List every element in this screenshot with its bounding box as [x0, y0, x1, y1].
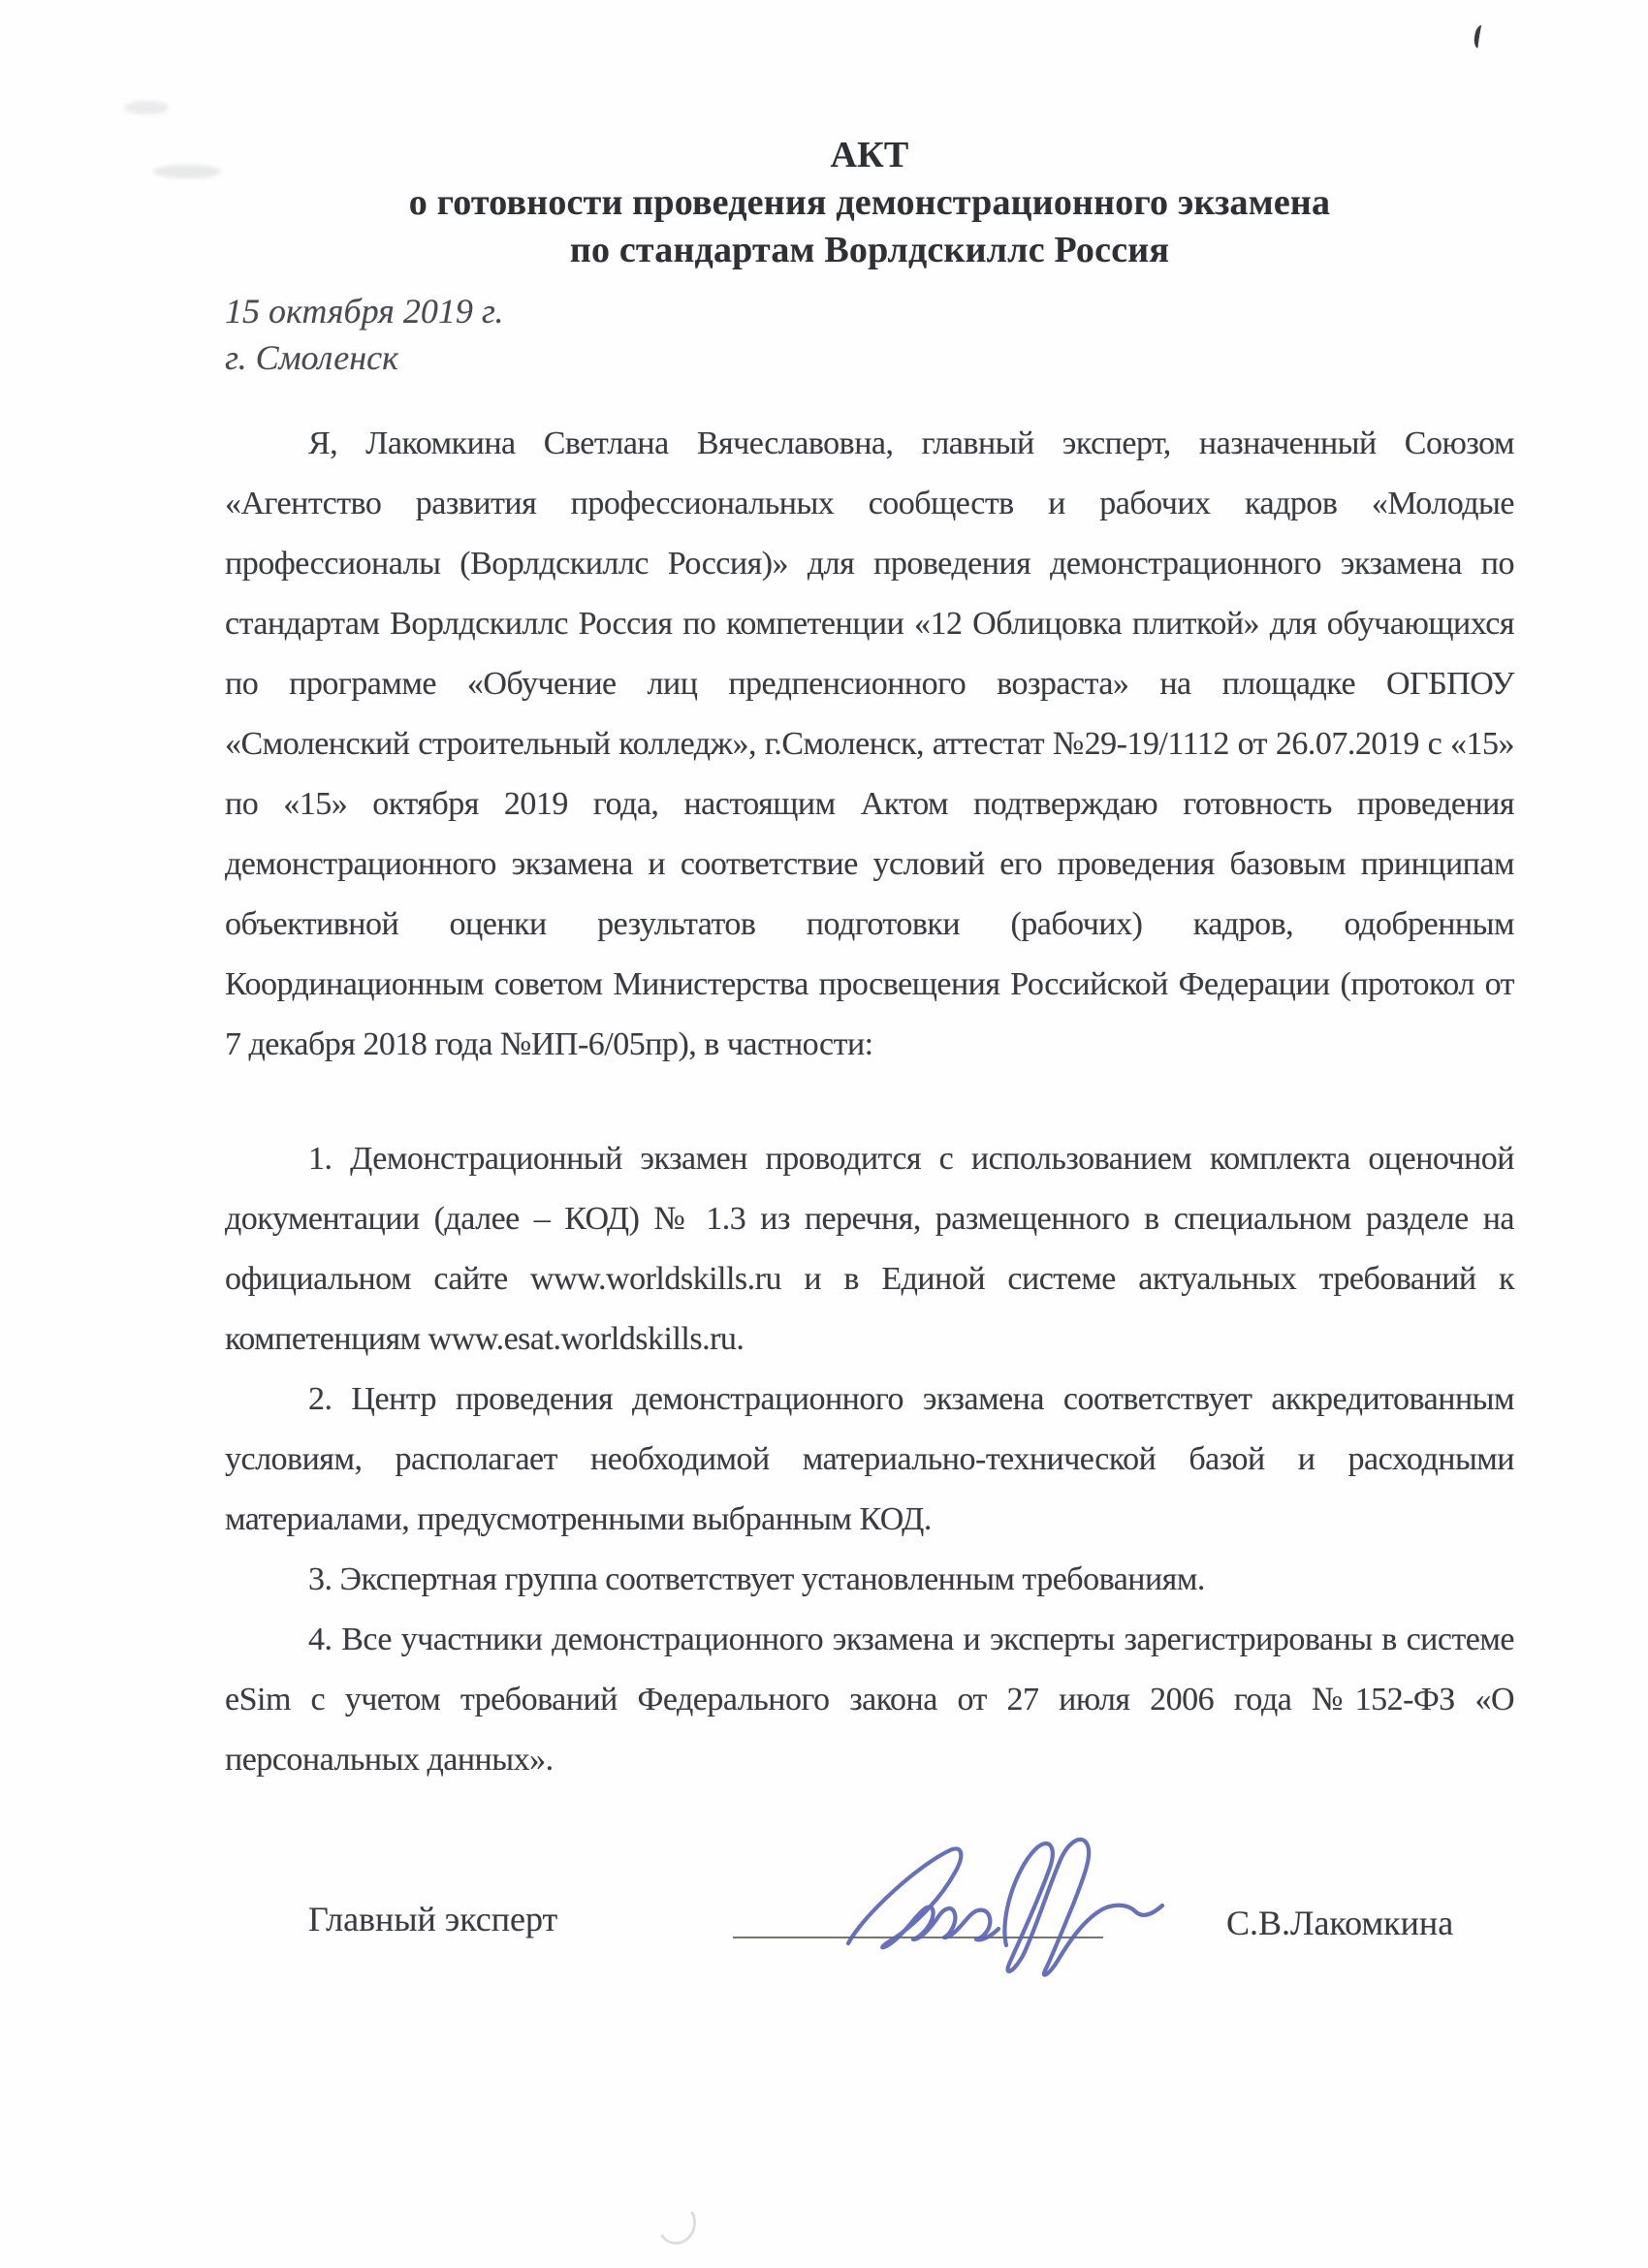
document-date: 15 октября 2019 г. — [225, 292, 504, 331]
intro-paragraph: Я, Лакомкина Светлана Вячеславовна, главный эксперт, назначенный Союзом «Агентство развития профессиональных сообществ и рабочих кадров «Молодые профессионалы (Ворлдскиллс Россия)» для проведения демонстрационного экзамена по стандартам Ворлдскиллс Россия по компетенции «12 Облицовка плиткой» для обучающихся по программе «Обучение лиц предпенсионного возраста» на площадке ОГБПОУ «Смоленский строительный колледж», г.Смоленск, аттестат №29-19/1112 от 26.07.2019 с «15» по «15» октября 2019 года, настоящим Актом подтверждаю готовность проведения демонстрационного экзамена и соответствие условий его проведения базовым принципам объективной оценки результатов подготовки (рабочих) кадров, одобренным Координационным советом Министерства просвещения Российской Федерации (протокол от 7 декабря 2018 года №ИП-6/05пр), в частности: — [225, 425, 1514, 1062]
document-title — [225, 132, 1514, 274]
signature-stroke-flourish — [1004, 1840, 1162, 1975]
act-item-2: 2. Центр проведения демонстрационного экзамена соответствует аккредитованным условиям, располагает необходимой материально-технической базой и расходными материалами, предусмотренными выбранным КОД. — [225, 1381, 1514, 1537]
act-item-1: 1. Демонстрационный экзамен проводится с использованием комплекта оценочной документации (далее – КОД) № 1.3 из перечня, размещенного в специальном разделе на официальном сайте www.worldskills.ru и в Единой системе актуальных требований к компетенциям www.esat.worldskills.ru. — [225, 1141, 1514, 1357]
signature-name: С.В.Лакомкина — [1226, 1904, 1454, 1942]
act-item-3: 3. Экспертная группа соответствует установленным требованиям. — [308, 1561, 1205, 1597]
scan-artifact-mark — [653, 2198, 700, 2248]
title-line-1: АКТ — [830, 135, 909, 175]
document-content — [225, 0, 1514, 1790]
scan-artifact-pencil — [153, 165, 221, 178]
act-item-4: 4. Все участники демонстрационного экзамена и эксперты зарегистрированы в системе eSim с учетом требований Федерального закона от 27 июля 2006 года №152-ФЗ «О персональных данных». — [225, 1622, 1514, 1778]
document-city: г. Смоленск — [225, 338, 398, 377]
date-place-block — [225, 288, 1514, 381]
signature-stroke-name — [848, 1848, 998, 1947]
handwritten-signature-icon — [826, 1820, 1175, 1990]
signature-role-label: Главный эксперт — [308, 1900, 558, 1938]
scan-artifact-pencil — [124, 101, 169, 114]
title-line-3: по стандартам Ворлдскиллс Россия — [569, 230, 1170, 270]
title-line-2: о готовности проведения демонстрационного экзамена — [408, 182, 1331, 223]
